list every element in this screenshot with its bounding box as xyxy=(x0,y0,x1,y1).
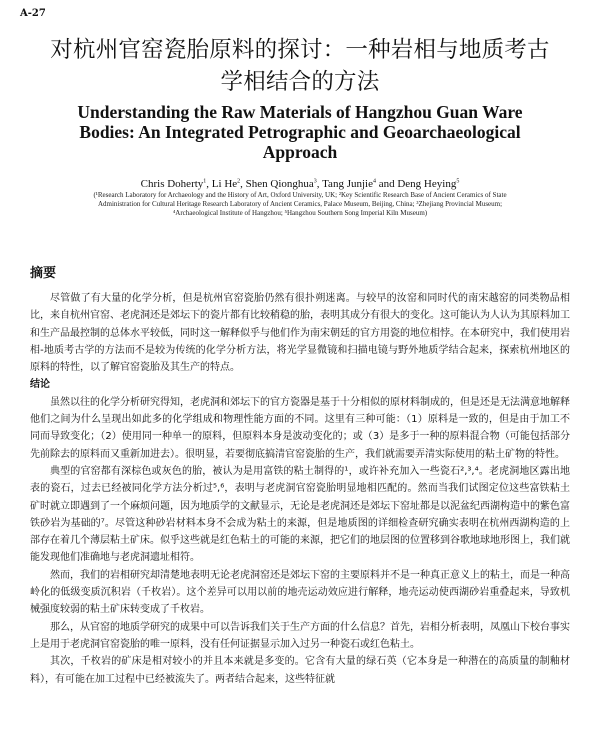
affiliations xyxy=(40,191,560,218)
affiliation-line: (¹Research Laboratory for Archaeology and the History of Art, Oxford University, UK; ²Key Scientific Research Base of Ancient Ceramics of State xyxy=(93,191,507,199)
page-id: A-27 xyxy=(20,8,46,19)
author-name: Chris Doherty xyxy=(140,178,204,190)
title-english: Understanding the Raw Materials of Hangzhou Guan Ware Bodies: An Integrated Petrographic and Geoarchaeological Approach xyxy=(77,102,523,162)
author-affil-marker: 5 xyxy=(456,178,460,185)
body-paragraph: 虽然以往的化学分析研究得知，老虎洞和郊坛下的官方瓷器是基于十分相似的原材料制成的，但是还是无法满意地解释他们之间为什么呈现出如此多的化学组成和物理性能方面的不同。这里有三种可能：（1）原料是一致的，但是由于加工不同而导致变化；（2）使用同一种单一的原料，但原料本身是波动变化的；或（3）是多于一种的原料混合物（可能包括部分先前除去的原料而又重新加进去）。很明显，若要彻底搞清官窑瓷胎的生产，我们就需要弄清实际使用的粘土矿物的特性。 xyxy=(30,396,570,460)
body-paragraph: 然而，我们的岩相研究却清楚地表明无论老虎洞窑还是郊坛下窑的主要原料并不是一种真正意义上的粘土，而是一种高岭化的低级变质沉积岩（千枚岩）。这个差异可以用以前的地壳运动效应进行解释，地壳运动使西湖砂岩重叠起来，导致机械强度较弱的粘土矿床转变成了千枚岩。 xyxy=(30,569,570,616)
title-chinese: 对杭州官窑瓷胎原料的探讨：一种岩相与地质考古学相结合的方法 xyxy=(50,37,550,95)
author-name: Tang Junjie xyxy=(322,178,373,190)
author-affil-marker: 2 xyxy=(237,178,241,185)
body-paragraph: 那么，从官窑的地质学研究的成果中可以告诉我们关于生产方面的什么信息？首先，岩相分析表明，凤凰山下校台事实上是用于老虎洞官窑瓷胎的唯一原料，没有任何证据显示加入过另一种瓷石或红色粘土。 xyxy=(30,621,570,650)
body-paragraph: 典型的官窑都有深棕色或灰色的胎，被认为是用富铁的粘土制得的¹，或许补充加入一些瓷石²,³,⁴。老虎洞地区露出地表的瓷石，过去已经被同化学方法分析过⁵,⁶，表明与老虎洞官窑瓷胎明显地相匹配的。然而当我们试图定位这些富铁粘土矿时就立即遇到了一个麻烦问题，因为地质学的文献显示，无论是老虎洞还是郊坛下窑址都是以泥盆纪西湖构造中的紫色富铁砂岩为基础的⁷。尽管这种砂岩材料本身不会成为粘土的来源，但是地质图的详细检查研究确实表明在杭州西湖构造的上部存在着几个薄层粘土矿床。似乎这些就是红色粘土的可能的来源，把它们的地层图的位置移到谷歌地球地形图上，我们就能发现他们准确地与老虎洞遗址相符。 xyxy=(30,465,570,564)
author-affil-marker: 4 xyxy=(372,178,376,185)
abstract-body xyxy=(30,290,570,688)
body-paragraph: 尽管做了有大量的化学分析，但是杭州官窑瓷胎仍然有很扑朔迷离。与较早的汝窑和同时代的南宋越窑的同类物品相比，来自杭州官窑、老虎洞还是郊坛下的瓷片都有比较稍稳的胎，表明其成分有很大的变化。这可能认为人认为其原料加工和生产品最控制的总体水平较低，同时这一解释似乎与他们作为南宋朝廷的官方用瓷的地位相悖。在本研究中，我们使用岩相-地质考古学的方法而不是较为传统的化学分析方法，将光学显微镜和扫描电镜与野外地质学结合起来，探索杭州地区的原料的特性，以了解官窑瓷胎及其生产的特点。 xyxy=(30,293,570,374)
author-name: Deng Heying xyxy=(397,178,457,190)
author-list: Chris Doherty$^1$, Li He$^2$, Shen Qionghua$^3$, Tang Junjie$^4$ and Deng Heying$^5$ xyxy=(140,178,460,190)
author-affil-marker: 3 xyxy=(313,178,317,185)
affiliation-line: Administration for Cultural Heritage Research Laboratory of Ancient Ceramics, Palace Museum, Beijing, China; ³Zhejiang Provincial Museum; xyxy=(97,200,503,208)
author-affil-marker: 1 xyxy=(203,178,207,185)
author-name: Li He xyxy=(211,178,238,190)
body-paragraph: 其次，千枚岩的矿床是相对较小的并且本来就是多变的。它含有大量的绿石英（它本身是一种潜在的高质量的制釉材料），有可能在加工过程中已经被流失了。两者结合起来，这些特征就 xyxy=(30,656,570,685)
section-heading: 结论 xyxy=(30,379,50,391)
affiliation-line: ⁴Archaeological Institute of Hangzhou; ⁵Hangzhou Southern Song Imperial Kiln Museum) xyxy=(172,209,428,217)
author-name: Shen Qionghua xyxy=(245,178,314,190)
abstract-heading: 摘要 xyxy=(30,266,57,281)
